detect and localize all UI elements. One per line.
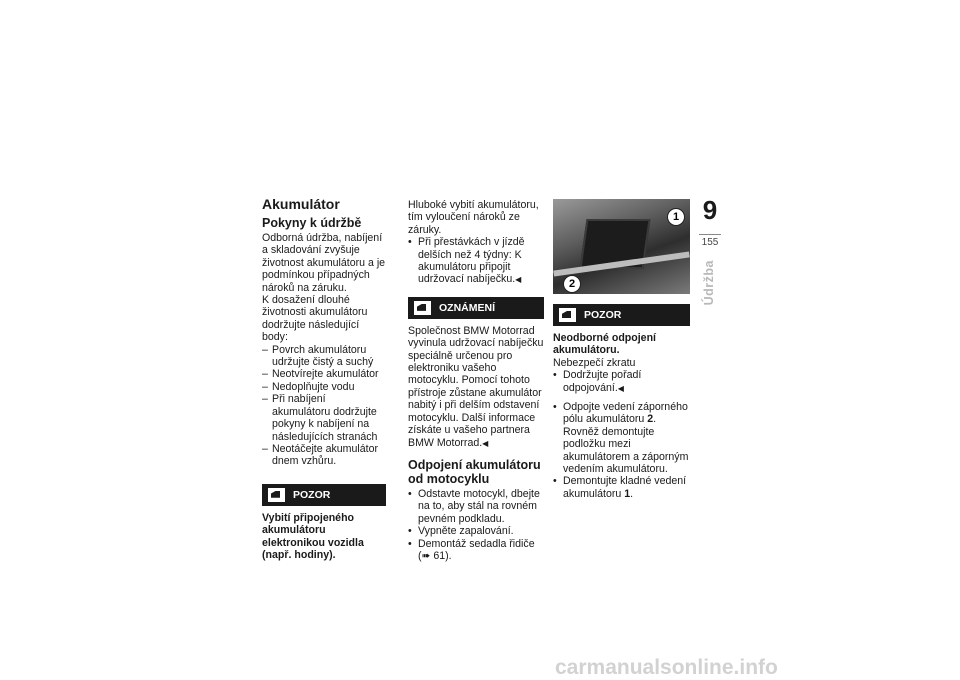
disconnect-steps (408, 488, 544, 562)
step-text: . Rovněž demontujte podložku mezi akumulátorem a záporným vedením akumulátoru. (563, 413, 689, 476)
warning-box (262, 484, 386, 506)
warning-hand-icon (268, 488, 285, 502)
paragraph-lifetime: K dosažení dlouhé životnosti akumulátoru dodržujte následující body: (262, 294, 368, 344)
warning-text: Vybití připojeného akumulátoru elektronikou vozidla (např. hodiny). (262, 511, 364, 561)
ref-number: 1 (624, 487, 631, 500)
chapter-number: 9 (702, 195, 718, 225)
page-number: 155 (699, 234, 721, 248)
charging-list (408, 236, 544, 287)
list-item: – Nedoplňujte vodu (262, 381, 386, 393)
list-item: – Povrch akumulátoru udržujte čistý a suchý (262, 344, 386, 369)
warning-text: Nebezpečí zkratu (553, 356, 636, 369)
step-text: Demontujte kladné vedení akumulátoru (563, 475, 687, 500)
callout-2: 2 (563, 275, 581, 293)
warning-title: Neodborné odpojení akumulátoru. (553, 332, 656, 357)
warning-box (553, 304, 690, 326)
note-box (408, 297, 544, 319)
column-left (262, 196, 386, 561)
note-hand-icon (414, 301, 431, 315)
care-list (262, 344, 386, 468)
warning-hand-icon (559, 308, 576, 322)
list-item: – Při nabíjení akumulátoru dodržujte pokyny k nabíjení na následujících stranách (262, 393, 386, 443)
warning-label: POZOR (584, 308, 622, 321)
section-heading-disconnect: Odpojení akumulátoru od motocyklu (408, 457, 541, 486)
column-middle (408, 199, 544, 562)
note-label: OZNÁMENÍ (439, 301, 495, 314)
battery-photo (553, 199, 690, 294)
chapter-tab (699, 195, 721, 306)
list-item: – Neotvírejte akumulátor (262, 368, 386, 380)
note-text: Společnost BMW Motorrad vyvinula udržovací nabíječku speciálně určenou pro elektroniku vašeho motocyklu. Pomocí tohoto přístroje zůstane akumulátor nabitý i při delším odstavení motocyklu. Další informace získáte u vašeho partnera BMW Motorrad. ◀ (408, 325, 544, 450)
page-title: Akumulátor (262, 196, 340, 212)
watermark: carmanualsonline.info (555, 656, 778, 679)
list-item (553, 475, 690, 500)
step-text: . (630, 487, 634, 500)
list-item: • Demontáž sedadla řidiče (➠ 61). (408, 538, 544, 563)
paragraph-care: Odborná údržba, nabíjení a skladování zvyšuje životnost akumulátoru a je podmínkou případných nároků na záruku. (262, 232, 386, 294)
column-right (553, 199, 690, 500)
list-item: • Při přestávkách v jízdě delších než 4 týdny: K akumulátoru připojit udržovací nabíječku. ◀ (408, 236, 544, 287)
warning-list (553, 369, 690, 395)
step-text: Odpojte vedení záporného pólu akumulátoru (563, 401, 688, 426)
list-item: • Odstavte motocykl, dbejte na to, aby stál na rovném pevném podkladu. (408, 488, 544, 525)
list-item: – Neotáčejte akumulátor dnem vzhůru. (262, 443, 386, 468)
section-name: Údržba (702, 260, 716, 306)
ref-number: 2 (647, 413, 654, 426)
list-item: • Dodržujte pořadí odpojování. ◀ (553, 369, 690, 395)
callout-1: 1 (667, 208, 685, 226)
warning-label: POZOR (293, 488, 331, 501)
list-item: • Vypněte zapalování. (408, 525, 544, 537)
list-item (553, 401, 690, 475)
section-heading-care: Pokyny k údržbě (262, 216, 362, 230)
steps-list (553, 401, 690, 500)
paragraph-deep-discharge: Hluboké vybití akumulátoru, tím vyloučení nároků ze záruky. (408, 199, 539, 236)
